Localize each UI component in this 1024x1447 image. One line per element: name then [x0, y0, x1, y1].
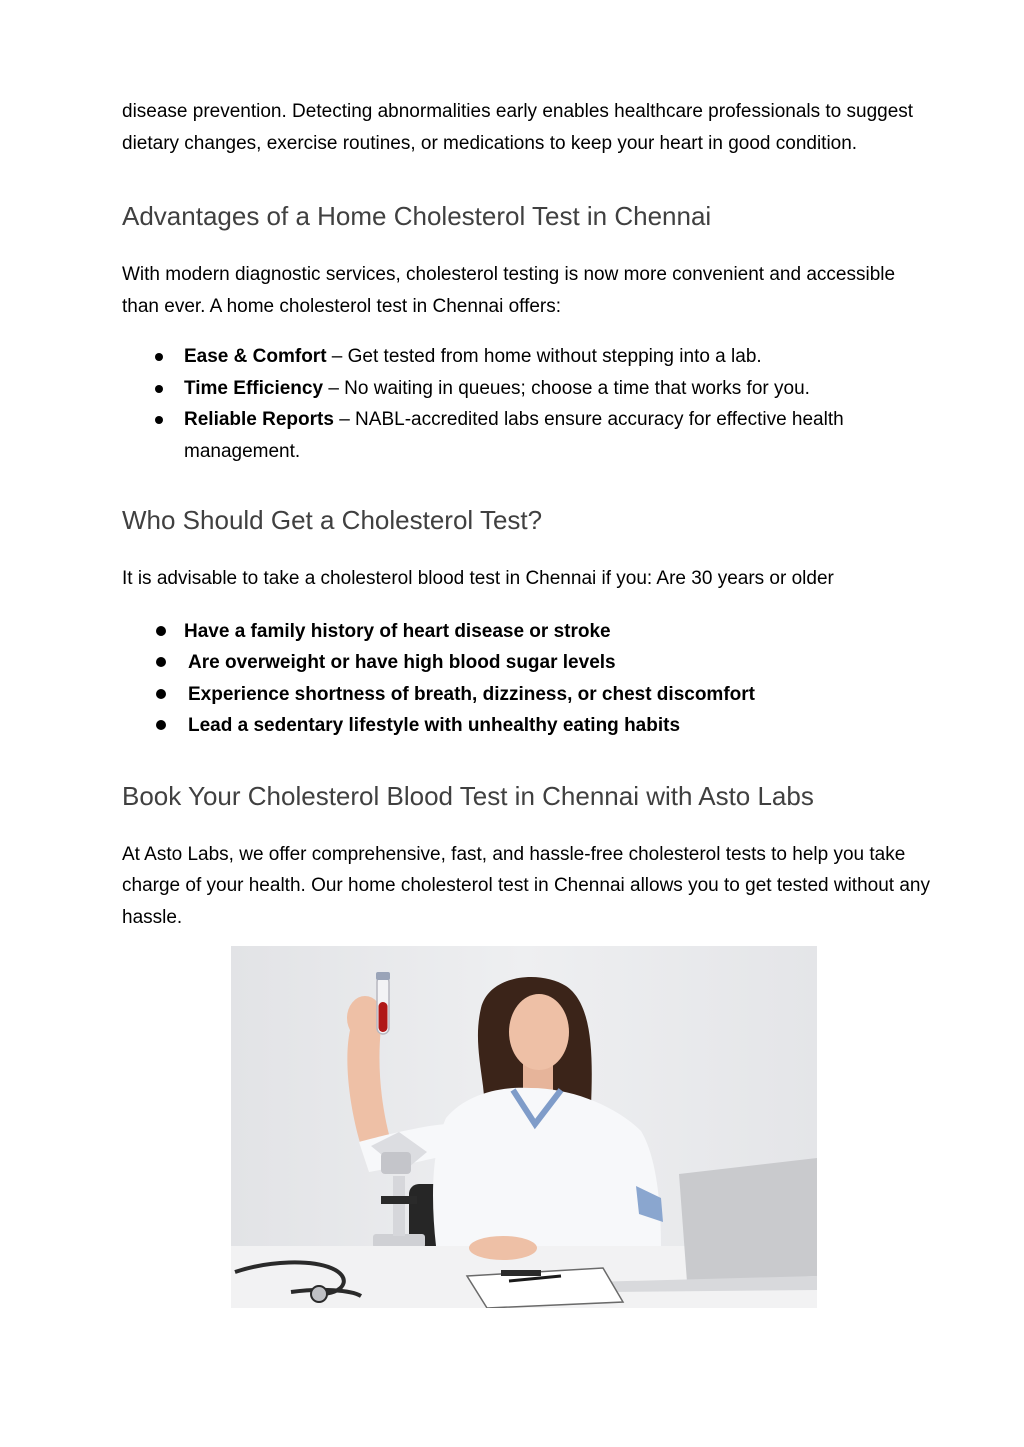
list-item [122, 341, 932, 373]
lab-illustration [231, 946, 817, 1308]
who-list [122, 616, 932, 742]
list-item-desc: – NABL-accredited labs ensure accuracy for effective health management. [184, 409, 844, 462]
who-intro: It is advisable to take a cholesterol blood test in Chennai if you: Are 30 years or older [122, 568, 834, 589]
clipboard-icon [467, 1268, 623, 1308]
advantages-intro: With modern diagnostic services, cholesterol testing is now more convenient and accessible than ever. A home cholesterol test in Chennai offers: [122, 264, 896, 317]
advantages-list [122, 341, 932, 467]
list-item-desc: – Get tested from home without stepping into a lab. [326, 346, 762, 367]
list-item [122, 404, 932, 467]
book-paragraph: At Asto Labs, we offer comprehensive, fast, and hassle-free cholesterol tests to help you take charge of your health. Our home cholesterol test in Chennai allows you to get tested without any hassle. [122, 843, 930, 928]
book-heading: Book Your Cholesterol Blood Test in Chennai with Asto Labs [122, 780, 814, 811]
list-item: Experience shortness of breath, dizziness, or chest discomfort [122, 679, 932, 711]
list-item [122, 373, 932, 405]
list-item: Lead a sedentary lifestyle with unhealthy eating habits [122, 710, 932, 742]
intro-paragraph: disease prevention. Detecting abnormalities early enables healthcare professionals to suggest dietary changes, exercise routines, or medications to keep your heart in good condition. [122, 101, 914, 154]
list-item: Are overweight or have high blood sugar levels [122, 647, 932, 679]
list-item-term: Time Efficiency [184, 377, 324, 399]
advantages-heading: Advantages of a Home Cholesterol Test in Chennai [122, 201, 712, 231]
list-item-term: Reliable Reports [184, 409, 334, 430]
list-item-desc: – No waiting in queues; choose a time that works for you. [323, 377, 810, 399]
document-page [122, 96, 932, 933]
list-item-term: Ease & Comfort [184, 346, 327, 367]
lab-technician-photo [231, 946, 817, 1308]
who-heading: Who Should Get a Cholesterol Test? [122, 505, 543, 535]
list-item: Have a family history of heart disease or stroke [122, 616, 932, 648]
